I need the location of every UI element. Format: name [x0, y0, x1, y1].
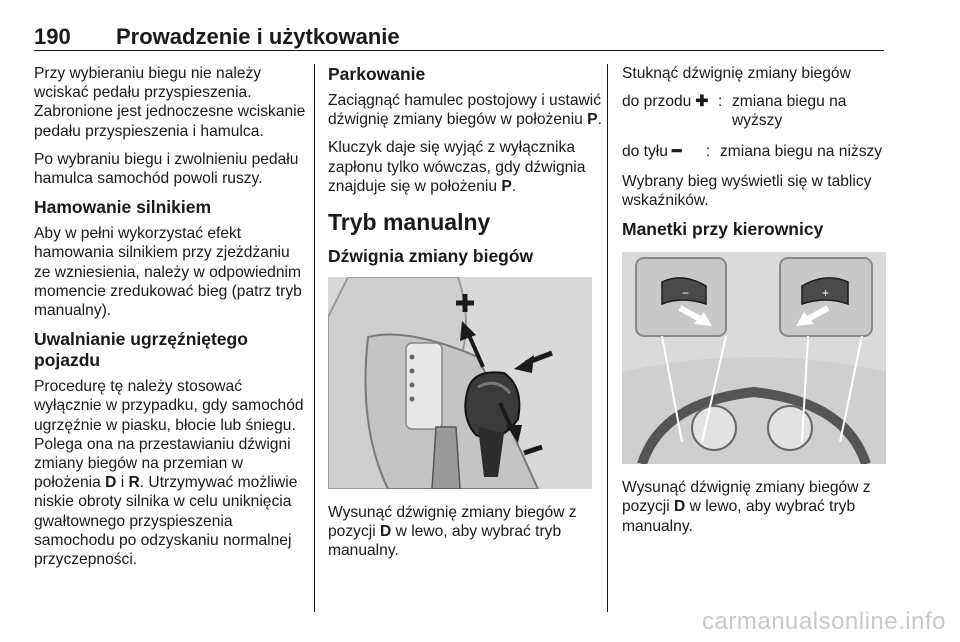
- text-span: . Utrzymywać możliwie niskie obroty silnika w celu uniknięcia gwałtownego przyspieszenia samochodu po odzyskaniu normalnej przyczepności.: [34, 474, 298, 569]
- paddles-drawing: [622, 252, 886, 464]
- paragraph: [328, 91, 604, 129]
- upshift-row: [622, 92, 892, 130]
- colon: :: [706, 142, 711, 160]
- section-heading-parking: Parkowanie: [328, 64, 426, 84]
- section-heading-rocking: Uwalnianie ugrzęźniętego pojazdu: [34, 329, 248, 371]
- text-span: Procedurę tę należy stosować wyłącznie w przypadku, gdy samochód ugrzęźnie w piasku, błocie lub śniegu. Polega ona na przestawianiu dźwigni zmiany biegów na przemian w położenia: [34, 378, 304, 492]
- text-span: Zaciągnąć hamulec postojowy i ustawić dźwignię zmiany biegów w położeniu: [328, 92, 602, 129]
- gear-d-label: D: [380, 523, 392, 541]
- paragraph: [34, 377, 306, 569]
- text-span: .: [511, 177, 517, 195]
- gear-d-label: D: [674, 498, 686, 516]
- gear-d-label: D: [105, 474, 117, 492]
- forward-label: do przodu: [622, 93, 692, 111]
- gear-p-label: P: [587, 111, 598, 129]
- text-span: w lewo, aby wybrać tryb manualny.: [328, 523, 562, 560]
- section-heading-engine-braking: Hamowanie silnikiem: [34, 197, 212, 218]
- gear-r-label: R: [128, 474, 140, 492]
- svg-text:+: +: [822, 286, 830, 301]
- column-2: [328, 64, 604, 570]
- back-label: do tyłu: [622, 142, 668, 160]
- figure-caption: [622, 478, 892, 536]
- gear-p-label: P: [501, 177, 512, 195]
- text-span: Wysunąć dźwignię zmiany biegów z pozycji: [328, 504, 577, 541]
- minus-icon: ━: [671, 142, 682, 160]
- downshift-description: zmiana biegu na niższy: [720, 142, 883, 160]
- text-span: Wysunąć dźwignię zmiany biegów z pozycji: [622, 479, 871, 516]
- page-title: Prowadzenie i użytkowanie: [116, 24, 400, 49]
- downshift-row: [622, 142, 892, 161]
- page-header: [34, 22, 884, 51]
- paragraph: Przy wybieraniu biegu nie należy wciskać pedału przyspieszenia. Zabronione jest jednoczesne wciskanie pedału przyspieszenia i hamulca.: [34, 65, 306, 140]
- text-span: .: [597, 111, 602, 129]
- text-span: i: [116, 474, 129, 492]
- gear-lever-illustration: [328, 277, 592, 489]
- steering-paddles-illustration: [622, 252, 886, 464]
- colon: :: [718, 93, 723, 111]
- column-1: [34, 64, 306, 578]
- svg-text:−: −: [682, 286, 690, 301]
- paragraph: Po wybraniu biegu i zwolnieniu pedału hamulca samochód powoli ruszy.: [34, 150, 299, 188]
- column-divider: [314, 64, 315, 612]
- page-number: 190: [34, 24, 71, 49]
- watermark: carmanualsonline.info: [702, 608, 946, 635]
- text-span: w lewo, aby wybrać tryb manualny.: [622, 498, 856, 535]
- column-3: [622, 64, 892, 545]
- paragraph: Aby w pełni wykorzystać efekt hamowania silnikiem przy zjeżdżaniu ze wzniesienia, należy w odpowiednim momencie zredukować bieg (patrz tryb manualny).: [34, 225, 302, 320]
- chapter-heading-manual-mode: Tryb manualny: [328, 209, 491, 236]
- paragraph: [328, 138, 604, 196]
- paragraph: Wybrany bieg wyświetli się w tablicy wskaźników.: [622, 172, 872, 210]
- upshift-description: zmiana biegu na wyższy: [732, 93, 847, 130]
- figure-caption: [328, 503, 604, 561]
- text-span: Kluczyk daje się wyjąć z wyłącznika zapłonu tylko wówczas, gdy dźwignia znajduje się w położeniu: [328, 139, 586, 195]
- section-heading-paddles: Manetki przy kierownicy: [622, 219, 824, 240]
- column-divider: [607, 64, 608, 612]
- gear-lever-drawing: [328, 277, 592, 489]
- section-heading-gear-lever: Dźwignia zmiany biegów: [328, 246, 534, 267]
- paragraph: Stuknąć dźwignię zmiany biegów: [622, 65, 851, 82]
- plus-icon: ✚: [695, 93, 709, 111]
